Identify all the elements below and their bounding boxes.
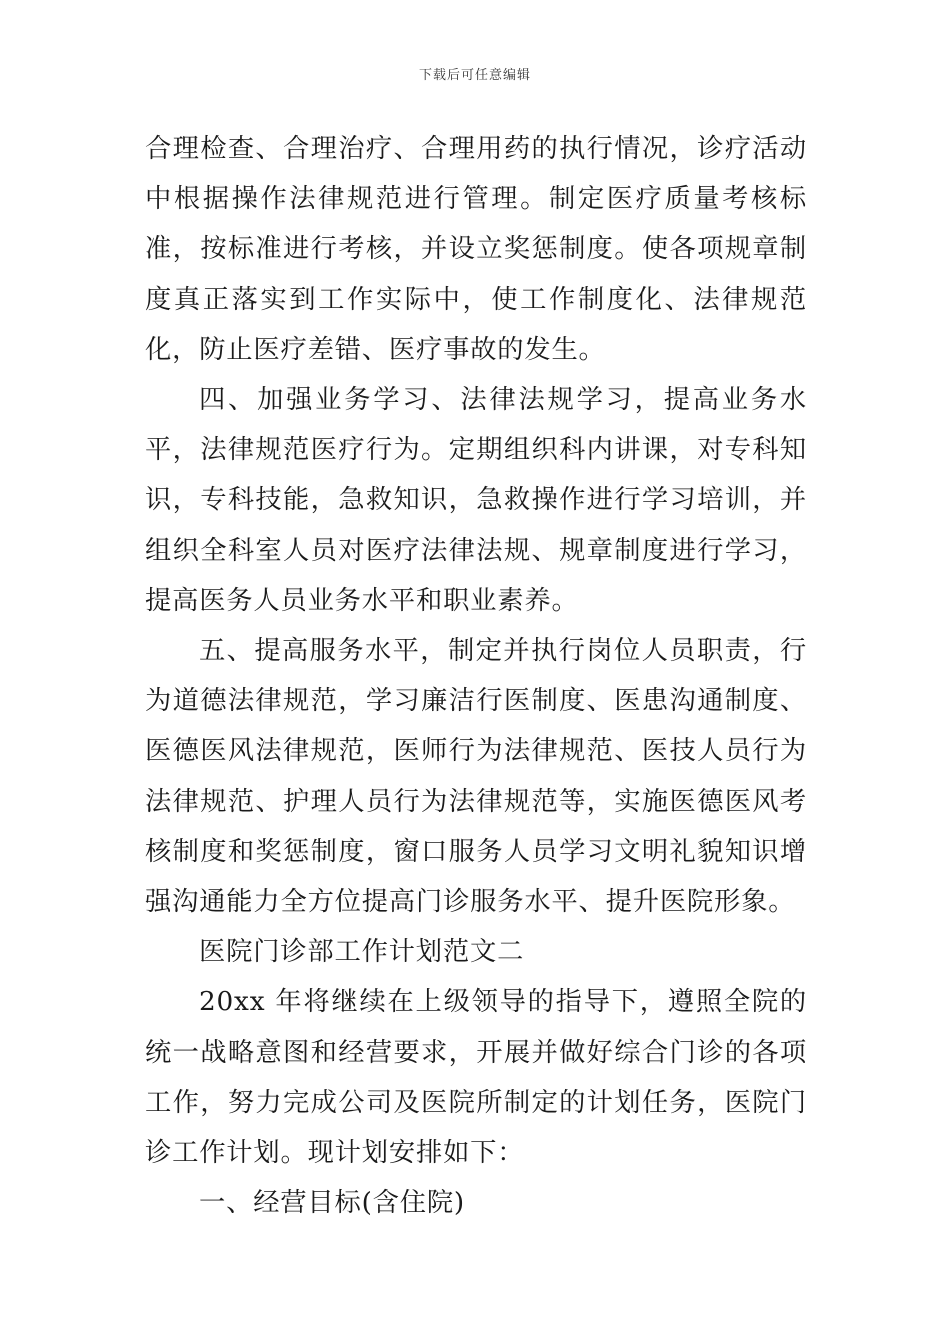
section-heading-sample-two: 医院门诊部工作计划范文二 [199, 937, 525, 968]
paragraph-intro-plan: 20xx 年将继续在上级领导的指导下，遵照全院的统一战略意图和经营要求，开展并做好综合门诊的各项工作，努力完成公司及医院所制定的计划任务，医院门诊工作计划。现计划安排如下： [145, 987, 807, 1169]
subheading-business-goals: 一、经营目标(含住院) [199, 1188, 465, 1219]
paragraph-section-four: 四、加强业务学习、法律法规学习，提高业务水平，法律规范医疗行为。定期组织科内讲课，对专科知识，专科技能，急救知识，急救操作进行学习培训，并组织全科室人员对医疗法律法规、规章制度进行学习，提高医务人员业务水平和职业素养。 [145, 385, 807, 616]
paragraph-section-five: 五、提高服务水平，制定并执行岗位人员职责，行为道德法律规范，学习廉洁行医制度、医患沟通制度、医德医风法律规范，医师行为法律规范、医技人员行为法律规范、护理人员行为法律规范等，实施医德医风考核制度和奖惩制度，窗口服务人员学习文明礼貌知识增强沟通能力全方位提高门诊服务水平、提升医院形象。 [145, 636, 807, 918]
paragraph-continuation: 合理检查、合理治疗、合理用药的执行情况，诊疗活动中根据操作法律规范进行管理。制定医疗质量考核标准，按标准进行考核，并设立奖惩制度。使各项规章制度真正落实到工作实际中，使工作制度化、法律规范化，防止医疗差错、医疗事故的发生。 [145, 134, 807, 365]
page-header: 下载后可任意编辑 [418, 68, 531, 83]
document-body [145, 124, 807, 1228]
